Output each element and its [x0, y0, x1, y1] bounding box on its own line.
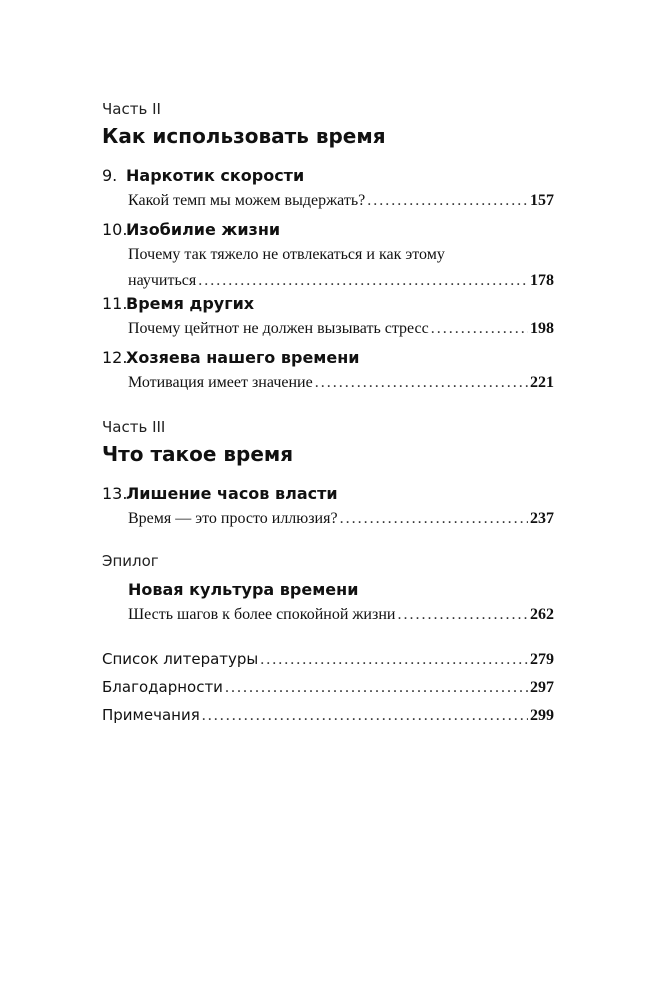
part-label: Часть II — [102, 100, 161, 118]
leader-dots — [198, 268, 528, 294]
page-number: 262 — [530, 606, 554, 623]
chapter-subtitle — [128, 316, 554, 342]
subtitle-text: Мотивация имеет значение — [128, 374, 313, 391]
entry-label: Список литературы — [102, 650, 259, 668]
leader-dots — [397, 602, 528, 628]
chapter-subtitle — [128, 370, 554, 396]
chapter-number: 13. — [102, 484, 128, 503]
leader-dots — [260, 651, 528, 669]
chapter-subtitle — [128, 242, 554, 294]
chapter-name: Лишение часов власти — [126, 484, 338, 503]
chapter-subtitle — [128, 188, 554, 214]
end-matter-entry — [102, 650, 554, 669]
page-number: 279 — [530, 651, 554, 668]
entry-label: Примечания — [102, 706, 200, 724]
leader-dots — [367, 188, 528, 214]
chapter-number: 12. — [102, 348, 128, 367]
page-number: 198 — [530, 320, 554, 337]
chapter-name: Изобилие жизни — [126, 220, 281, 239]
subtitle-text: научиться — [128, 272, 197, 289]
chapter-title — [102, 348, 554, 367]
entry-label: Благодарности — [102, 678, 223, 696]
leader-dots — [431, 316, 528, 342]
subtitle-text: Шесть шагов к более спокойной жизни — [128, 606, 396, 623]
subtitle-text: Почему цейтнот не должен вызывать стресс — [128, 320, 429, 337]
chapter-title — [102, 220, 554, 239]
page-number: 221 — [530, 374, 554, 391]
chapter-number: 11. — [102, 294, 128, 313]
chapter-name: Хозяева нашего времени — [126, 348, 360, 367]
part-label: Часть III — [102, 418, 166, 436]
epilogue-label: Эпилог — [102, 552, 159, 570]
leader-dots — [202, 707, 528, 725]
end-matter-entry — [102, 706, 554, 725]
page-number: 299 — [530, 707, 554, 724]
subtitle-text: Время — это просто иллюзия? — [128, 510, 338, 527]
chapter-number: 9. — [102, 166, 118, 185]
chapter-name: Наркотик скорости — [126, 166, 305, 185]
chapter-title — [102, 484, 554, 503]
chapter-number: 10. — [102, 220, 128, 239]
page-number: 297 — [530, 679, 554, 696]
chapter-name: Время других — [126, 294, 255, 313]
subtitle-text: Какой темп мы можем выдержать? — [128, 192, 366, 209]
leader-dots — [225, 679, 528, 697]
chapter-subtitle — [128, 506, 554, 532]
end-matter-entry — [102, 678, 554, 697]
epilogue-subtitle — [128, 602, 554, 628]
page-number: 237 — [530, 510, 554, 527]
subtitle-text-line1: Почему так тяжело не отвлекаться и как этому — [128, 246, 445, 263]
chapter-title — [102, 166, 554, 185]
leader-dots — [340, 506, 528, 532]
chapter-title — [102, 294, 554, 313]
page-number: 157 — [530, 192, 554, 209]
part-title: Как использовать время — [102, 124, 386, 148]
part-title: Что такое время — [102, 442, 294, 466]
epilogue-title: Новая культура времени — [128, 580, 359, 599]
page-number: 178 — [530, 272, 554, 289]
leader-dots — [315, 370, 528, 396]
